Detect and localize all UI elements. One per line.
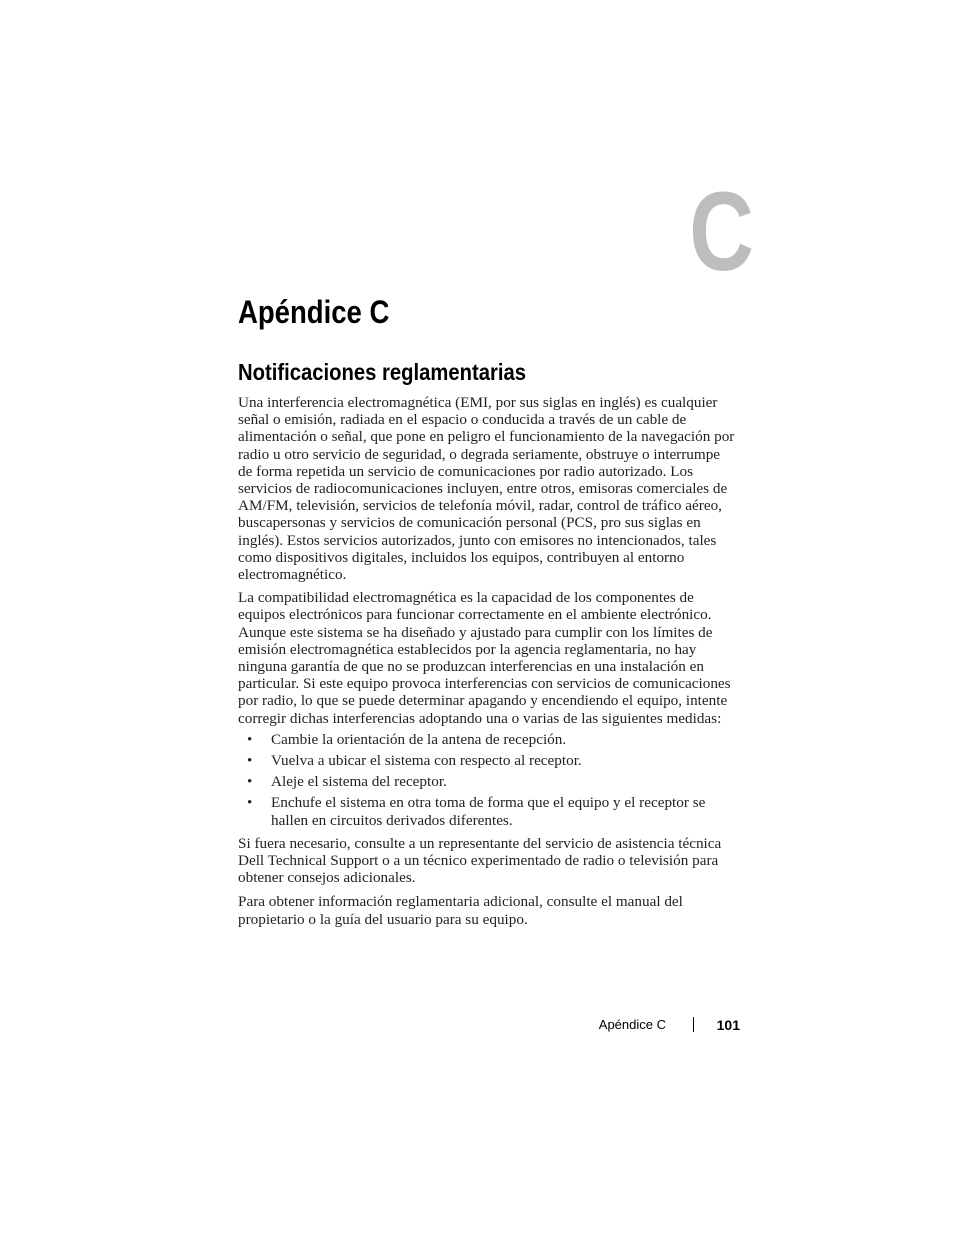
paragraph-emi: Una interferencia electromagnética (EMI, por sus siglas en inglés) es cualquier señal o emisión, radiada en el espacio o conducida a través de un cable de alimentación o señal, que pone en peligro el funcionamiento de la navegación por radio u otro servicio de seguridad, o degrada seriamente, obstruye o interrumpe de forma repetida un servicio de comunicaciones por radio autorizado. Los servicios de radiocomunicaciones incluyen, entre otros, emisoras comerciales de AM/FM, televisión, servicios de telefonía móvil, radar, control de tráfico aéreo, buscapersonas y servicios de comunicación personal (PCS, pro sus siglas en inglés). Estos servicios autorizados, junto con emisores no intencionados, tales como dispositivos digitales, incluidos los equipos, contribuyen al entorno electromagnético. <box>238 394 735 584</box>
bullet-icon: • <box>247 794 253 812</box>
list-item <box>238 752 738 769</box>
paragraph-additional-info: Para obtener información reglamentaria adicional, consulte el manual del propietario o la guía del usuario para su equipo. <box>238 893 683 928</box>
paragraph-compatibility: La compatibilidad electromagnética es la capacidad de los componentes de equipos electrónicos para funcionar correctamente en el ambiente electrónico. Aunque este sistema se ha diseñado y ajustado para cumplir con los límites de emisión electromagnética establecidos por la agencia reglamentaria, no hay ninguna garantía de que no se produzcan interferencias en una instalación en particular. Si este equipo provoca interferencias con servicios de comunicaciones por radio, lo que se puede determinar apagando y encendiendo el equipo, intente corregir dichas interferencias adoptando una o varias de las siguientes medidas: <box>238 589 731 727</box>
list-item <box>238 773 738 790</box>
body-text <box>238 394 738 934</box>
list-item-text: Vuelva a ubicar el sistema con respecto al receptor. <box>271 752 582 770</box>
page-number: 101 <box>716 1017 740 1033</box>
list-item-text: Enchufe el sistema en otra toma de forma que el equipo y el receptor se hallen en circuitos derivados diferentes. <box>271 794 706 829</box>
list-item <box>238 731 738 748</box>
bullet-icon: • <box>247 730 253 748</box>
measures-list <box>238 731 738 829</box>
chapter-title: Apéndice C <box>238 294 390 330</box>
paragraph-support: Si fuera necesario, consulte a un representante del servicio de asistencia técnica Dell Technical Support o a un técnico experimentado de radio o televisión para obtener consejos adicionales. <box>238 834 722 887</box>
section-title: Notificaciones reglamentarias <box>238 359 526 385</box>
list-item-text: Cambie la orientación de la antena de recepción. <box>271 730 567 748</box>
bullet-icon: • <box>247 752 253 770</box>
list-item <box>238 794 738 828</box>
bullet-icon: • <box>247 773 253 791</box>
chapter-letter: C <box>689 169 754 294</box>
list-item-text: Aleje el sistema del receptor. <box>271 773 447 791</box>
footer-divider <box>693 1017 694 1032</box>
footer-chapter-label: Apéndice C <box>598 1017 666 1032</box>
page-footer <box>560 1015 742 1035</box>
